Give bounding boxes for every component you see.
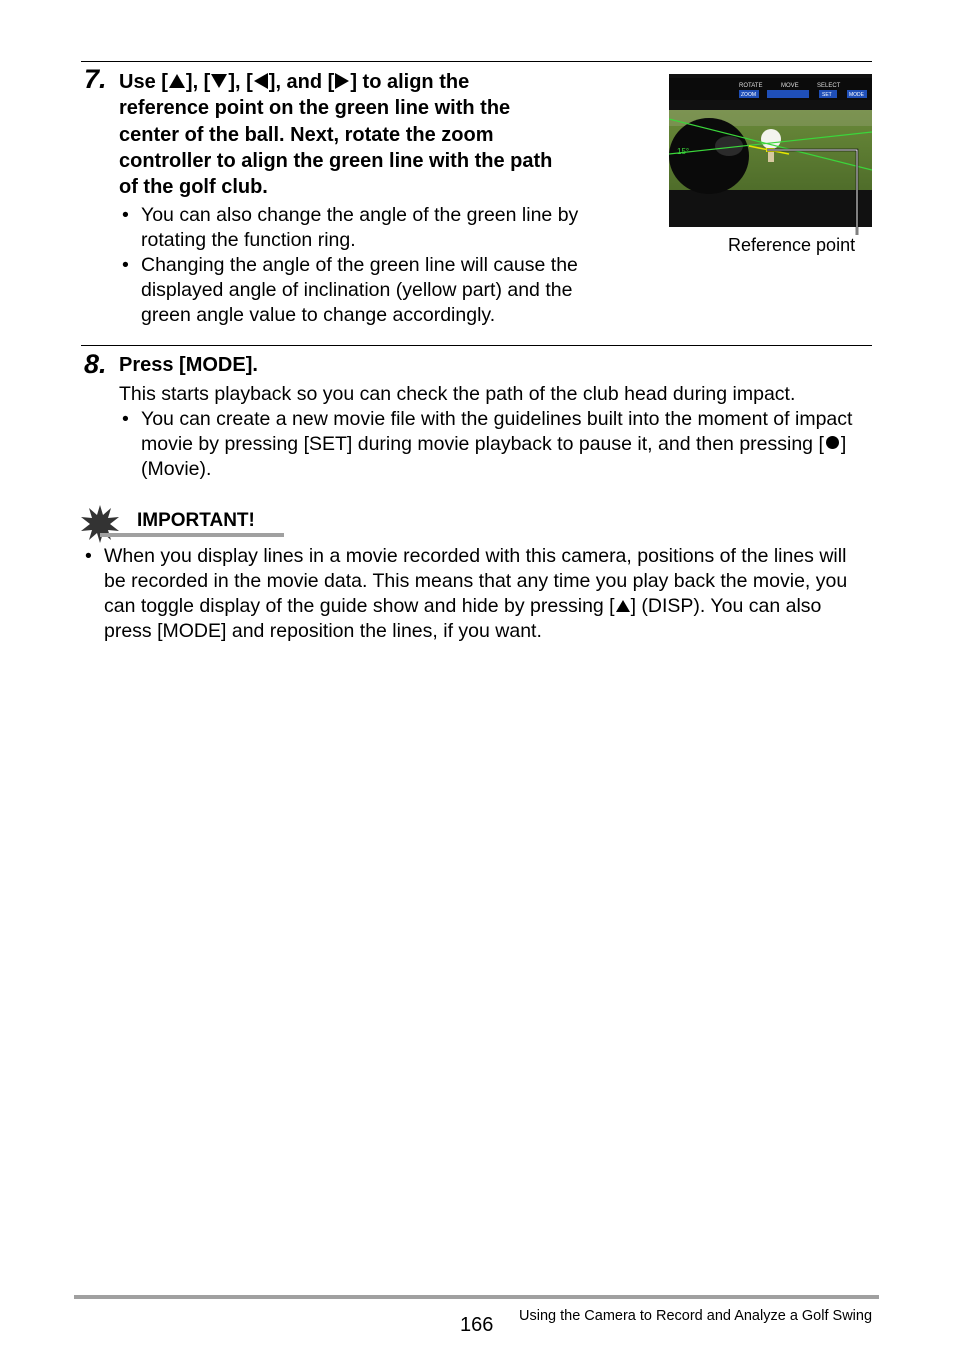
step7-heading-line1: Use [ ], [ ], [ ], and [ ] to align the (119, 71, 470, 93)
right-arrow-icon (335, 73, 349, 89)
step8-heading: Press [MODE]. (119, 354, 258, 376)
step7-heading-line3: center of the ball. Next, rotate the zoom (119, 123, 494, 146)
step8-top-rule (81, 345, 872, 346)
down-arrow-icon (211, 74, 227, 88)
mode-button-label: MODE (849, 92, 864, 98)
step7-heading-line2: reference point on the green line with the (119, 97, 511, 120)
set-button-label: SET (822, 92, 832, 98)
step7-heading-line5: of the golf club. (119, 176, 268, 199)
step7-heading-line4: controller to align the green line with the path (119, 149, 553, 172)
zoom-button-label: ZOOM (741, 92, 756, 98)
important-bullet: • When you display lines in a movie recorded with this camera, positions of the lines will be recorded in the movie data. This means that any time you play back the movie, you can toggle display of the guide show and hide by pressing [ ] (DISP). You can also press [MODE] and reposition the lines, if you want. (85, 545, 848, 642)
step7-heading (119, 69, 619, 200)
step8-bullet: • You can create a new movie file with the guidelines built into the moment of impact movie by pressing [SET] during movie playback to pause it, and then pressing [ ] (Movie). (122, 408, 853, 480)
important-label: IMPORTANT! (137, 510, 255, 531)
step8-body: This starts playback so you can check the path of the club head during impact. (119, 383, 796, 405)
left-arrow-icon (254, 73, 268, 89)
menu-bar (669, 78, 872, 100)
important-underline (100, 533, 284, 537)
step7-number: 7. (84, 64, 107, 94)
menu-rotate: ROTATE (739, 83, 763, 89)
reference-point-leader-line (760, 140, 860, 240)
angle-label: 15° (677, 147, 690, 156)
reference-point-caption: Reference point (728, 235, 856, 255)
important-burst-icon (81, 505, 119, 543)
step7-bullet-1: • You can also change the angle of the green line by rotating the function ring. (122, 204, 579, 251)
footer-rule (74, 1295, 879, 1299)
step7-bullet-2: • Changing the angle of the green line will cause the displayed angle of inclination (yellow part) and the green angle value to change accordingly. (122, 254, 578, 326)
up-arrow-icon (616, 600, 630, 612)
step7-top-rule (81, 61, 872, 62)
menu-select: SELECT (817, 83, 841, 89)
up-arrow-icon (169, 74, 185, 88)
movie-button-icon (826, 436, 839, 449)
footer-section-title: Using the Camera to Record and Analyze a Golf Swing (519, 1308, 873, 1324)
step8-number: 8. (84, 349, 107, 379)
page-number: 166 (460, 1314, 494, 1336)
menu-move: MOVE (781, 83, 799, 89)
